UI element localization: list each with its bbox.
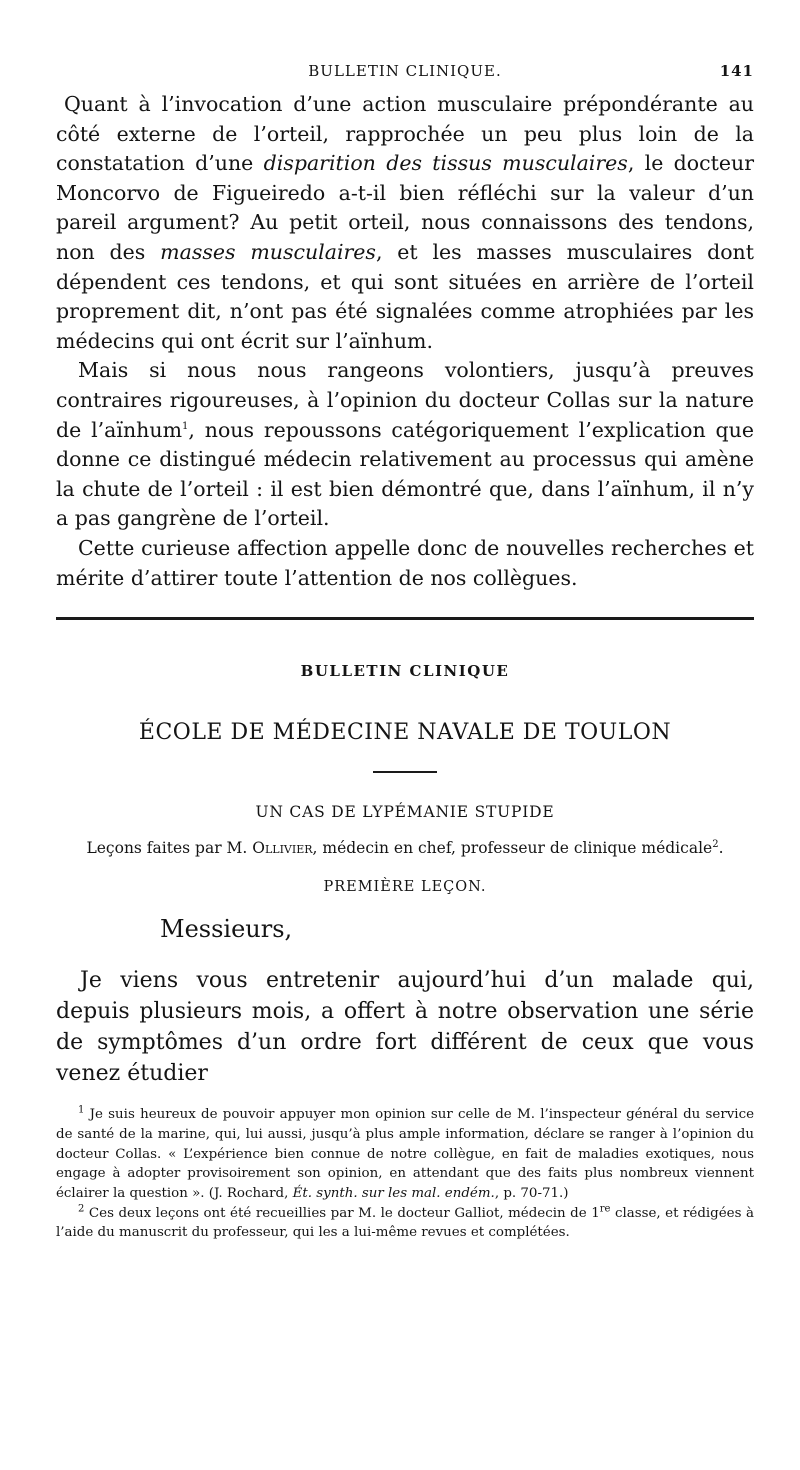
case-title: UN CAS DE LYPÉMANIE STUPIDE [255,803,555,822]
footnote-mark: 2 [78,1203,85,1215]
lecture-paragraph: Je viens vous entretenir aujourd’hui d’un malade qui, depuis plusieurs mois, a offert à notre observation une série de symptômes d’un ordre fort différent de ceux que vous venez étudier [56,968,754,1087]
text-run: , le docteur Moncorvo de Figueiredo a-t-il bien réfléchi sur la valeur d’un pareil argument? Au petit orteil, nous connaissons des tendons, non des [56,151,754,264]
emphasis-text: disparition des tissus musculaires [263,151,628,176]
footnote-2 [56,1204,754,1243]
text-run: , et les masses musculaires dont dépendent ces tendons, et qui sont situées en arrière de l’orteil proprement dit, n’ont pas été signalées comme atrophiées par les médecins qui ont écrit sur l’aïnhum. [56,239,754,353]
lecture-label: PREMIÈRE LEÇON. [323,879,487,896]
running-header [56,62,754,90]
lecture-byline [56,839,754,857]
salutation: Messieurs, [160,915,293,944]
text-run: , médecin en chef, professeur de clinique médicale [312,839,713,858]
text-run: Mais si nous nous rangeons volontiers, jusqu’à preuves contraires rigoureuses, à l’opinion du docteur Collas sur la nature de l’aïnhum [56,358,754,442]
book-page [56,62,754,1243]
superscript: re [599,1203,611,1215]
section-heading: BULLETIN CLINIQUE [300,662,510,681]
paragraph-conclusion: Cette curieuse affection appelle donc de nouvelles recherches et mérite d’attirer toute l’attention de nos collègues. [56,535,754,590]
section-divider [56,617,754,620]
text-run: Je suis heureux de pouvoir appuyer mon opinion sur celle de M. l’inspecteur général du service de santé de la marine, qui, lui aussi, jusqu’à plus ample information, déclare se ranger à l’opinion du docteur Collas. « L’expérience bien connue de notre collègue, en fait de maladies exotiques, nous engage à adopter provisoirement son opinion, en attendant que des faits plus nombreux viennent éclairer la question ». (J. Rochard, [56,1107,754,1201]
text-run: Ces deux leçons ont été recueillies par M. le docteur Galliot, médecin de 1 [84,1205,600,1221]
page-number: 141 [719,62,754,80]
footnote-1 [56,1105,754,1204]
emphasis-text: masses musculaires [160,239,376,264]
text-run: Leçons faites par M. [86,839,253,858]
short-rule [373,771,437,773]
text-run: , nous repoussons catégoriquement l’explication que donne ce distingué médecin relativement au processus qui amène la chute de l’orteil : il est bien démontré que, dans l’aïnhum, il n’y a pas gangrène de l’orteil. [56,417,755,531]
paragraph-invocation [56,90,754,356]
footnote-ref-1[interactable]: 1 [182,420,189,432]
footnote-ref-2[interactable]: 2 [712,838,719,850]
running-title: BULLETIN CLINIQUE. [308,62,502,80]
emphasis-text: Ét. synth. sur les mal. endém. [292,1185,495,1201]
text-run: , p. 70-71.) [494,1185,569,1201]
footnotes [56,1105,754,1243]
school-title: ÉCOLE DE MÉDECINE NAVALE DE TOULON [138,720,672,746]
text-run: . [718,839,724,858]
footnote-mark: 1 [78,1104,85,1116]
author-name: Ollivier [252,839,313,858]
text-run: Quant à l’invocation d’une action musculaire prépondérante au côté externe de l’orteil, rapprochée un peu plus loin de la constatation d’une [56,92,754,176]
text-run: classe, et rédigées à l’aide du manuscrit du professeur, qui les a lui-même revues et complétées. [56,1205,754,1241]
paragraph-collas [56,356,754,534]
